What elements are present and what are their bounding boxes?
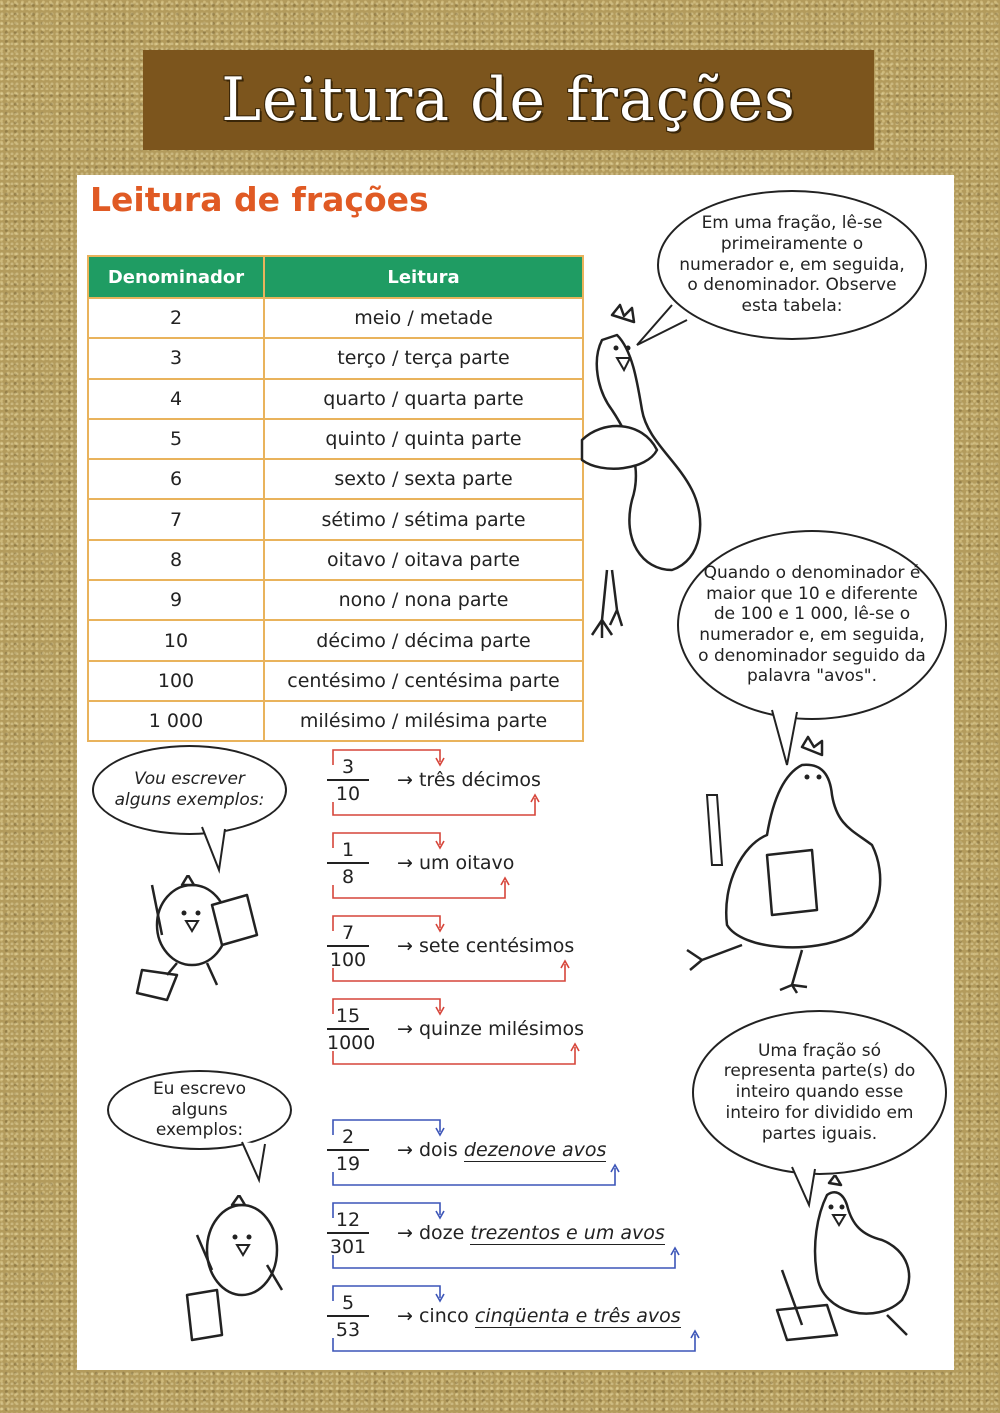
fraction-reading: [397, 1018, 584, 1040]
denominator-cell: 2: [88, 298, 264, 338]
table-header-row: [88, 256, 583, 298]
numerator: 15: [327, 1004, 369, 1030]
reading-text: um oitavo: [418, 852, 515, 874]
table-row: [88, 379, 583, 419]
denominator-cell: 4: [88, 379, 264, 419]
table-row: [88, 419, 583, 459]
numerator: 12: [327, 1208, 369, 1234]
numerator-word: dois: [418, 1139, 458, 1161]
fraction: [327, 1004, 376, 1056]
denominator-cell: 5: [88, 419, 264, 459]
reading-cell: nono / nona parte: [264, 580, 583, 620]
fraction-reading: [397, 1305, 681, 1327]
reading-text: quinze milésimos: [418, 1018, 585, 1040]
denominator-cell: 100: [88, 661, 264, 701]
arrow-icon: →: [397, 852, 413, 874]
fraction: [327, 921, 369, 973]
fraction-reading: [397, 1222, 665, 1244]
fraction-reading: [397, 1139, 606, 1161]
fraction-reading: [397, 852, 514, 874]
reading-cell: quinto / quinta parte: [264, 419, 583, 459]
reading-cell: milésimo / milésima parte: [264, 701, 583, 741]
table-row: [88, 338, 583, 378]
avos-word: dezenove avos: [463, 1139, 607, 1161]
speech-bubble-avos: [677, 530, 947, 720]
denominator-cell: 8: [88, 540, 264, 580]
denominator: 100: [329, 949, 367, 971]
reading-cell: sexto / sexta parte: [264, 459, 583, 499]
numerator-word: doze: [418, 1222, 465, 1244]
reading-cell: sétimo / sétima parte: [264, 499, 583, 539]
numerator: 1: [327, 838, 369, 864]
reading-cell: quarto / quarta parte: [264, 379, 583, 419]
table-body: [88, 298, 583, 741]
avos-word: trezentos e um avos: [470, 1222, 665, 1244]
avos-word: cinqüenta e três avos: [474, 1305, 681, 1327]
fraction-reading-table: [87, 255, 584, 742]
denominator-cell: 6: [88, 459, 264, 499]
title-banner: [143, 50, 874, 150]
reading-text: sete centésimos: [418, 935, 575, 957]
arrow-icon: →: [397, 1222, 413, 1244]
table-row: [88, 298, 583, 338]
denominator-cell: 9: [88, 580, 264, 620]
arrow-icon: →: [397, 1018, 413, 1040]
denominator: 1000: [327, 1032, 376, 1054]
speech-bubble-examples-1: [92, 745, 287, 835]
numerator: 7: [327, 921, 369, 947]
reading-cell: terço / terça parte: [264, 338, 583, 378]
denominator: 19: [335, 1153, 361, 1175]
table-row: [88, 540, 583, 580]
bubble-examples-1-text: Vou escrever alguns exemplos:: [114, 769, 265, 810]
table-row: [88, 661, 583, 701]
header-leitura: Leitura: [264, 256, 583, 298]
worksheet-subtitle: Leitura de frações: [90, 180, 429, 219]
bubble-examples-2-text: Eu escrevo alguns exemplos:: [152, 1078, 247, 1141]
reading-cell: décimo / décima parte: [264, 620, 583, 660]
denominator: 301: [329, 1236, 367, 1258]
fraction: [327, 1208, 369, 1260]
worksheet: [77, 175, 954, 1370]
reading-cell: centésimo / centésima parte: [264, 661, 583, 701]
fraction: [327, 1125, 369, 1177]
arrow-icon: →: [397, 1305, 413, 1327]
speech-bubble-inteiro: [692, 1010, 947, 1175]
denominator: 8: [341, 866, 355, 888]
fraction: [327, 838, 369, 890]
table-row: [88, 459, 583, 499]
bubble-tail-examples-2: [237, 1140, 277, 1185]
reading-cell: meio / metade: [264, 298, 583, 338]
numerator: 3: [327, 755, 369, 781]
arrow-icon: →: [397, 935, 413, 957]
bubble-avos-text: Quando o denominador é maior que 10 e diferente de 100 e 1 000, lê-se o numerador e, em seguida, o denominador seguido da palavra "avos".: [698, 562, 926, 687]
page-title: Leitura de frações: [221, 65, 796, 135]
bubble-tail-examples-1: [197, 825, 237, 875]
denominator-cell: 1 000: [88, 701, 264, 741]
reading-connector: [315, 823, 715, 903]
reading-text: três décimos: [418, 769, 541, 791]
fraction: [327, 1291, 369, 1343]
table-row: [88, 499, 583, 539]
table-row: [88, 701, 583, 741]
arrow-icon: →: [397, 769, 413, 791]
numerator: 2: [327, 1125, 369, 1151]
speech-bubble-examples-2: [107, 1070, 292, 1150]
denominator-cell: 7: [88, 499, 264, 539]
chick-illustration-1: [122, 875, 272, 1005]
denominator-cell: 3: [88, 338, 264, 378]
chick-illustration-2: [177, 1195, 297, 1345]
fraction-reading: [397, 769, 541, 791]
header-denominador: Denominador: [88, 256, 264, 298]
table-row: [88, 580, 583, 620]
fraction: [327, 755, 369, 807]
denominator: 10: [335, 783, 361, 805]
denominator-cell: 10: [88, 620, 264, 660]
bubble-inteiro-text: Uma fração só representa parte(s) do inteiro quando esse inteiro for dividido em partes iguais.: [723, 1040, 916, 1144]
numerator: 5: [327, 1291, 369, 1317]
table-row: [88, 620, 583, 660]
denominator: 53: [335, 1319, 361, 1341]
hen-illustration-3: [767, 1175, 927, 1345]
bubble-intro-text: Em uma fração, lê-se primeiramente o numerador e, em seguida, o denominador. Observe esta tabela:: [679, 213, 905, 317]
fraction-reading: [397, 935, 574, 957]
reading-cell: oitavo / oitava parte: [264, 540, 583, 580]
numerator-word: cinco: [418, 1305, 469, 1327]
arrow-icon: →: [397, 1139, 413, 1161]
